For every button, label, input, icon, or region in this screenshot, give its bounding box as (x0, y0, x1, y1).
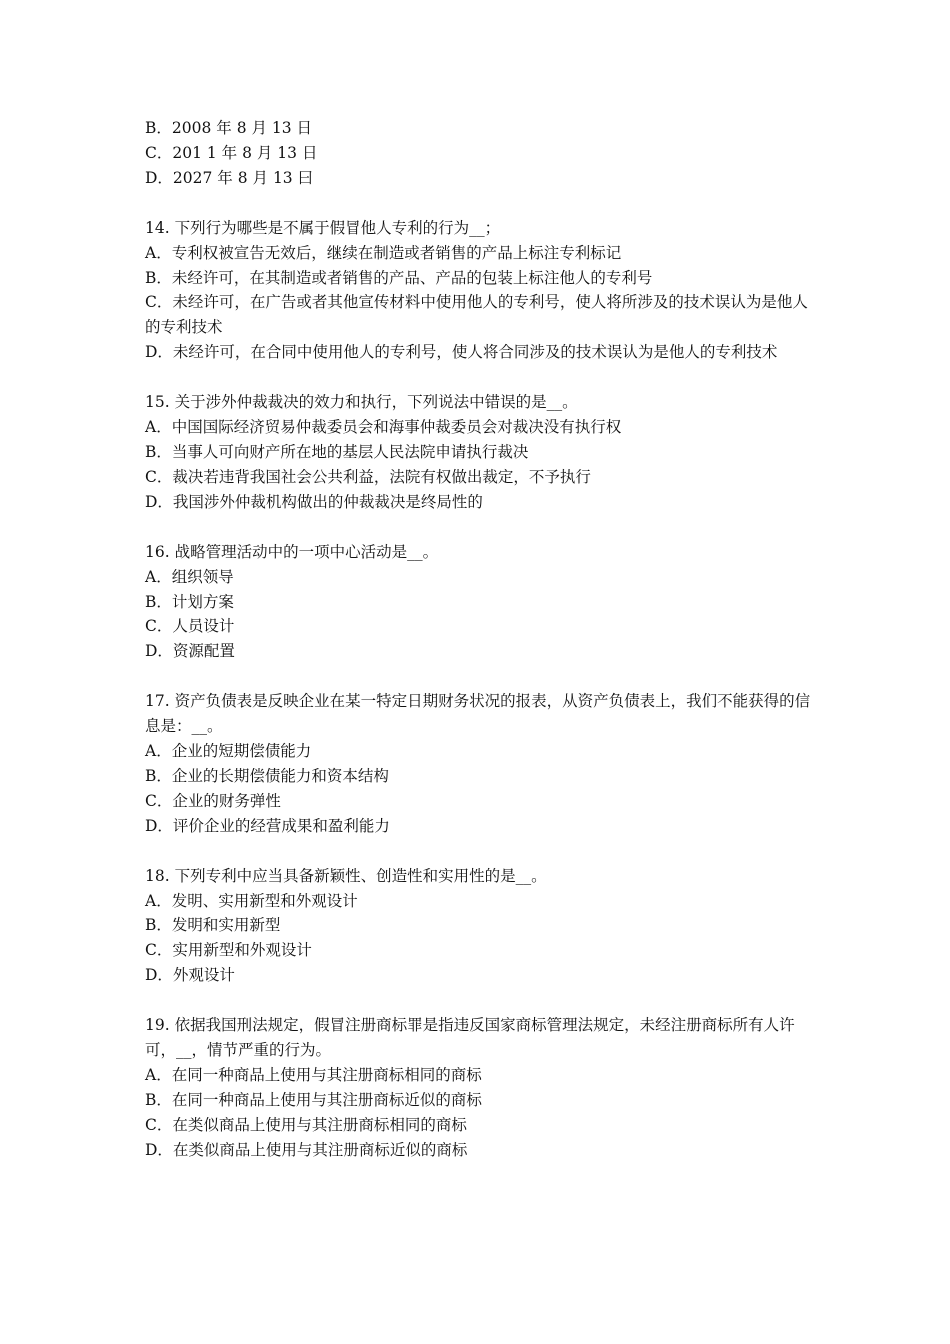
option-a: A．发明、实用新型和外观设计 (145, 891, 358, 910)
option-d: D．未经许可，在合同中使用他人的专利号，使人将合同涉及的技术误认为是他人的专利技术 (145, 343, 778, 362)
option-b: B．未经许可，在其制造或者销售的产品、产品的包装上标注他人的专利号 (145, 268, 653, 287)
option-a: A．中国国际经济贸易仲裁委员会和海事仲裁委员会对裁决没有执行权 (145, 418, 622, 437)
option-b: B．当事人可向财产所在地的基层人民法院申请执行裁决 (145, 442, 529, 461)
question-stem: 16. 战略管理活动中的一项中心活动是__。 (145, 542, 439, 561)
question-17 (145, 689, 815, 838)
question-stem: 19. 依据我国刑法规定，假冒注册商标罪是指违反国家商标管理法规定，未经注册商标所有人许可，__，情节严重的行为。 (145, 1016, 795, 1060)
question-14 (145, 216, 815, 365)
question-19 (145, 1013, 815, 1162)
option-b: B．在同一种商品上使用与其注册商标近似的商标 (145, 1090, 482, 1109)
option-d: D．资源配置 (145, 642, 235, 661)
question-stem: 18. 下列专利中应当具备新颖性、创造性和实用性的是__。 (145, 866, 547, 885)
option-a: A．企业的短期偿债能力 (145, 742, 312, 761)
option-a: A．在同一种商品上使用与其注册商标相同的商标 (145, 1066, 482, 1084)
option-a: A．组织领导 (145, 567, 234, 586)
option-d: D．2027 年 8 月 13 曰 (145, 168, 314, 187)
option-b: B．企业的长期偿债能力和资本结构 (145, 766, 389, 785)
question-16 (145, 540, 815, 665)
option-c: C．未经许可，在广告或者其他宣传材料中使用他人的专利号，使人将所涉及的技术误认为是他人的专利技术 (145, 293, 808, 337)
question-stem: 15. 关于涉外仲裁裁决的效力和执行，下列说法中错误的是__。 (145, 393, 578, 412)
document-page (145, 116, 815, 1163)
question-15 (145, 390, 815, 515)
option-c: C．企业的财务弹性 (145, 791, 281, 810)
option-d: D．我国涉外仲裁机构做出的仲裁裁决是终局性的 (145, 492, 483, 511)
option-c: C．201 1 年 8 月 13 日 (145, 143, 318, 162)
option-d: D．外观设计 (145, 966, 235, 985)
option-d: D．在类似商品上使用与其注册商标近似的商标 (145, 1140, 468, 1159)
previous-question-options (145, 116, 815, 191)
question-stem: 17. 资产负债表是反映企业在某一特定日期财务状况的报表，从资产负债表上，我们不能获得的信息是：__。 (145, 692, 811, 736)
question-stem: 14. 下列行为哪些是不属于假冒他人专利的行为__； (145, 218, 501, 237)
option-c: C．实用新型和外观设计 (145, 941, 312, 960)
option-b: B．发明和实用新型 (145, 916, 281, 935)
option-a: A．专利权被宣告无效后，继续在制造或者销售的产品上标注专利标记 (145, 243, 622, 262)
option-c: C．在类似商品上使用与其注册商标相同的商标 (145, 1115, 467, 1134)
question-18 (145, 864, 815, 989)
option-d: D．评价企业的经营成果和盈利能力 (145, 816, 390, 835)
option-b: B．计划方案 (145, 592, 234, 611)
option-c: C．人员设计 (145, 617, 235, 636)
option-b: B．2008 年 8 月 13 日 (145, 119, 313, 137)
option-c: C．裁决若违背我国社会公共利益，法院有权做出裁定，不予执行 (145, 467, 591, 486)
